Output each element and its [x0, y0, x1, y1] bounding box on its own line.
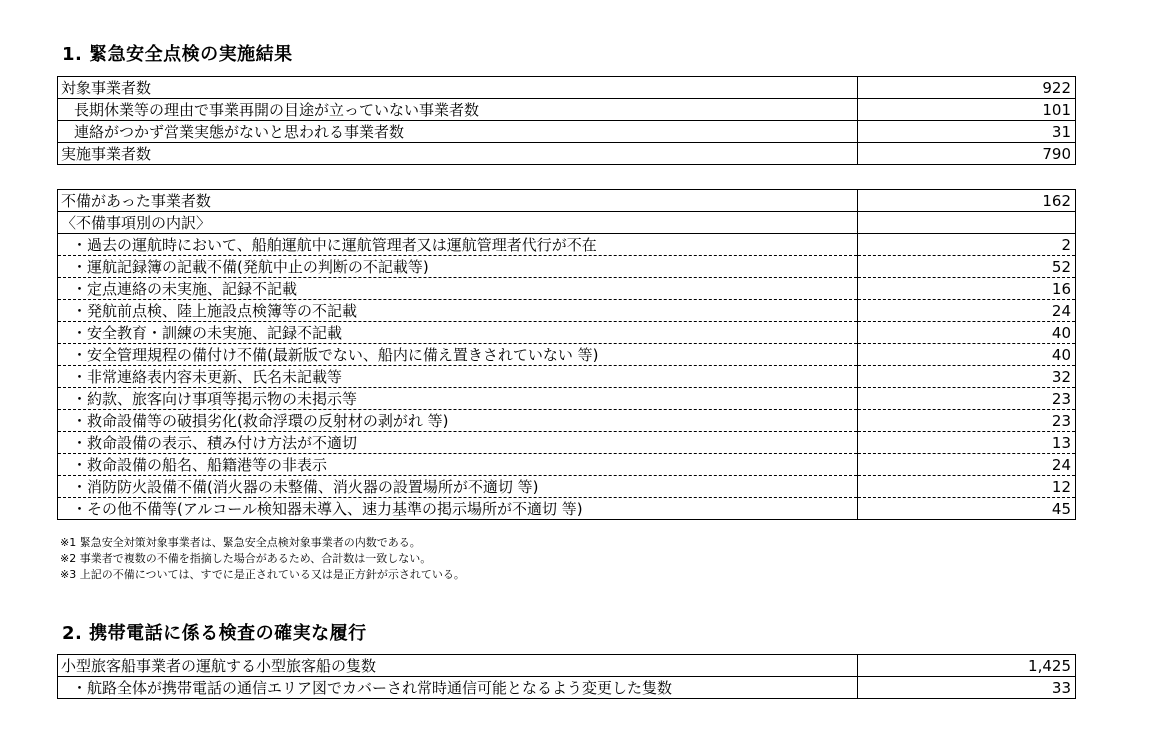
table-row	[58, 234, 1076, 256]
row-label: 対象事業者数	[58, 77, 858, 99]
row-value: 33	[858, 677, 1076, 699]
row-label: ・非常連絡表内容未更新、氏名未記載等	[58, 366, 858, 388]
row-value: 52	[858, 256, 1076, 278]
row-label: ・発航前点検、陸上施設点検簿等の不記載	[58, 300, 858, 322]
row-value: 1,425	[858, 655, 1076, 677]
summary-table	[57, 76, 1076, 165]
row-label: ・安全教育・訓練の未実施、記録不記載	[58, 322, 858, 344]
row-value: 922	[858, 77, 1076, 99]
row-label: 小型旅客船事業者の運航する小型旅客船の隻数	[58, 655, 858, 677]
row-value: 31	[858, 121, 1076, 143]
row-value: 13	[858, 432, 1076, 454]
row-value: 12	[858, 476, 1076, 498]
row-value: 23	[858, 410, 1076, 432]
breakdown-header: 〈不備事項別の内訳〉	[58, 212, 858, 234]
table-row	[58, 256, 1076, 278]
row-value: 45	[858, 498, 1076, 520]
row-value: 23	[858, 388, 1076, 410]
table-row	[58, 366, 1076, 388]
table-row	[58, 344, 1076, 366]
row-value: 40	[858, 344, 1076, 366]
row-value: 32	[858, 366, 1076, 388]
table-row	[58, 322, 1076, 344]
table-row	[58, 121, 1076, 143]
row-label: ・定点連絡の未実施、記録不記載	[58, 278, 858, 300]
table-row	[58, 454, 1076, 476]
row-value: 24	[858, 300, 1076, 322]
table-row	[58, 278, 1076, 300]
row-label: ・運航記録簿の記載不備(発航中止の判断の不記載等)	[58, 256, 858, 278]
table-row	[58, 143, 1076, 165]
row-value: 101	[858, 99, 1076, 121]
row-value: 16	[858, 278, 1076, 300]
table-row	[58, 300, 1076, 322]
footnotes	[60, 535, 465, 583]
phone-inspection-table	[57, 654, 1076, 699]
table-row	[58, 677, 1076, 699]
row-label: ・安全管理規程の備付け不備(最新版でない、船内に備え置きされていない 等)	[58, 344, 858, 366]
row-label: ・消防防火設備不備(消火器の未整備、消火器の設置場所が不適切 等)	[58, 476, 858, 498]
table-row	[58, 476, 1076, 498]
row-label: ・約款、旅客向け事項等掲示物の未掲示等	[58, 388, 858, 410]
row-value: 162	[858, 190, 1076, 212]
row-label: ・過去の運航時において、船舶運航中に運航管理者又は運航管理者代行が不在	[58, 234, 858, 256]
row-label: ・救命設備等の破損劣化(救命浮環の反射材の剥がれ 等)	[58, 410, 858, 432]
section1-title: 1. 緊急安全点検の実施結果	[62, 44, 293, 65]
row-label: ・航路全体が携帯電話の通信エリア図でカバーされ常時通信可能となるよう変更した隻数	[58, 677, 858, 699]
row-label: 長期休業等の理由で事業再開の目途が立っていない事業者数	[58, 99, 858, 121]
table-row	[58, 498, 1076, 520]
table-row	[58, 99, 1076, 121]
table-row	[58, 432, 1076, 454]
row-label: 実施事業者数	[58, 143, 858, 165]
footnote: ※1 緊急安全対策対象事業者は、緊急安全点検対象事業者の内数である。	[60, 536, 421, 549]
table-row	[58, 410, 1076, 432]
footnote: ※2 事業者で複数の不備を指摘した場合があるため、合計数は一致しない。	[60, 552, 432, 565]
table-row	[58, 212, 1076, 234]
row-label: ・救命設備の船名、船籍港等の非表示	[58, 454, 858, 476]
row-label: ・その他不備等(アルコール検知器未導入、速力基準の掲示場所が不適切 等)	[58, 498, 858, 520]
breakdown-table	[57, 189, 1076, 520]
row-value: 40	[858, 322, 1076, 344]
footnote: ※3 上記の不備については、すでに是正されている又は是正方針が示されている。	[60, 568, 465, 581]
table-row	[58, 190, 1076, 212]
row-value: 790	[858, 143, 1076, 165]
row-value: 2	[858, 234, 1076, 256]
row-label: 連絡がつかず営業実態がないと思われる事業者数	[58, 121, 858, 143]
row-label: ・救命設備の表示、積み付け方法が不適切	[58, 432, 858, 454]
row-label: 不備があった事業者数	[58, 190, 858, 212]
row-value	[858, 212, 1076, 234]
table-row	[58, 388, 1076, 410]
table-row	[58, 655, 1076, 677]
table-row	[58, 77, 1076, 99]
section2-title: 2. 携帯電話に係る検査の確実な履行	[62, 623, 367, 644]
row-value: 24	[858, 454, 1076, 476]
